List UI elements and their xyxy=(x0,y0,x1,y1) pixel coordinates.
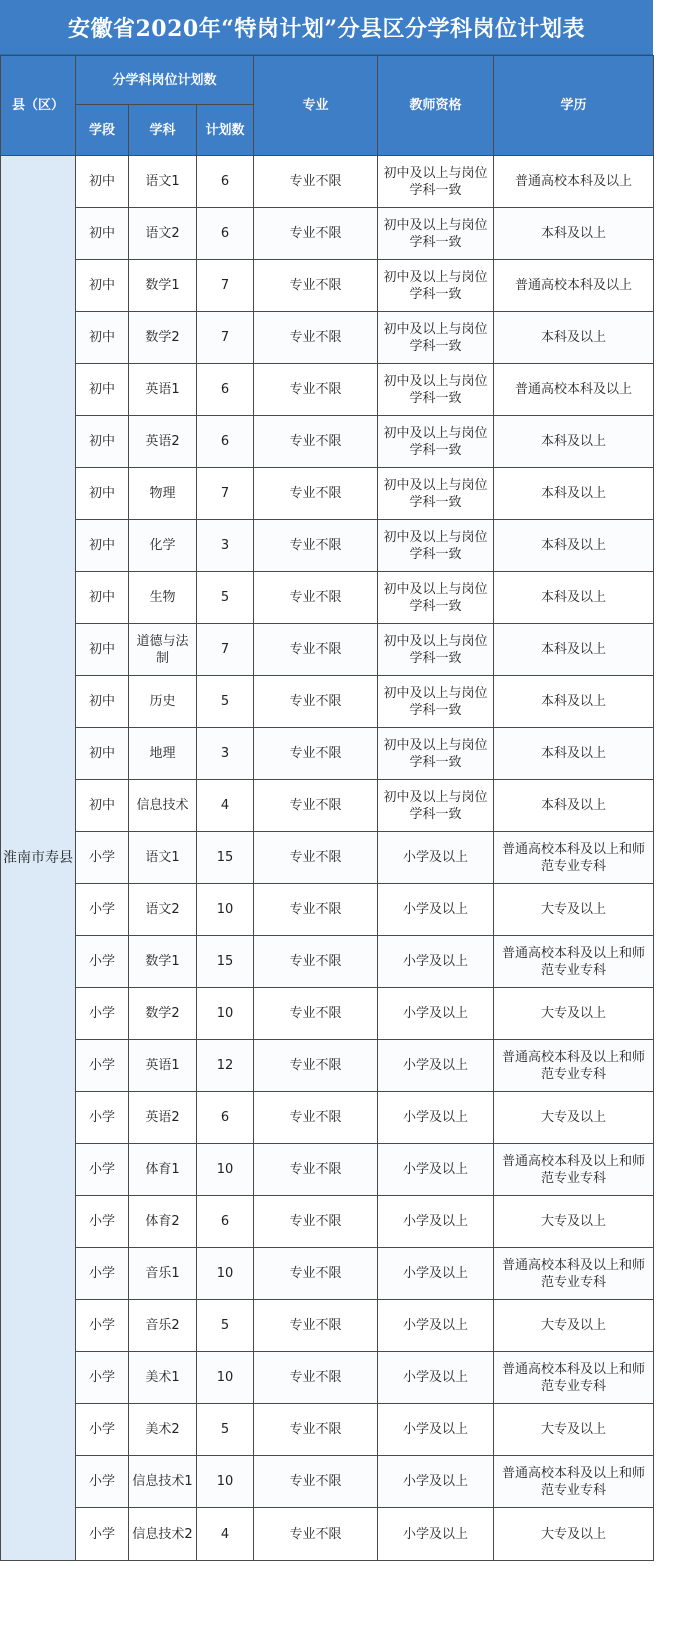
table-header xyxy=(1,56,654,156)
header-major: 专业 xyxy=(254,56,378,156)
table-row xyxy=(1,1508,654,1561)
count-cell: 5 xyxy=(197,1300,254,1352)
table-row xyxy=(1,156,654,208)
qualification-cell: 小学及以上 xyxy=(378,1352,494,1404)
subject-cell: 英语2 xyxy=(129,416,197,468)
count-cell: 12 xyxy=(197,1040,254,1092)
count-cell: 5 xyxy=(197,676,254,728)
table-row xyxy=(1,312,654,364)
education-cell: 本科及以上 xyxy=(494,208,654,260)
header-education: 学历 xyxy=(494,56,654,156)
table-body xyxy=(1,156,654,1561)
subject-cell: 美术1 xyxy=(129,1352,197,1404)
table-row xyxy=(1,520,654,572)
count-cell: 10 xyxy=(197,988,254,1040)
table-row xyxy=(1,260,654,312)
stage-cell: 小学 xyxy=(76,1092,129,1144)
qualification-cell: 初中及以上与岗位学科一致 xyxy=(378,468,494,520)
table-row xyxy=(1,832,654,884)
count-cell: 10 xyxy=(197,884,254,936)
table-row xyxy=(1,676,654,728)
stage-cell: 小学 xyxy=(76,1144,129,1196)
stage-cell: 小学 xyxy=(76,832,129,884)
major-cell: 专业不限 xyxy=(254,208,378,260)
education-cell: 普通高校本科及以上和师范专业专科 xyxy=(494,1352,654,1404)
count-cell: 7 xyxy=(197,468,254,520)
subject-cell: 音乐2 xyxy=(129,1300,197,1352)
education-cell: 大专及以上 xyxy=(494,884,654,936)
subject-cell: 化学 xyxy=(129,520,197,572)
education-cell: 大专及以上 xyxy=(494,1508,654,1561)
qualification-cell: 小学及以上 xyxy=(378,1144,494,1196)
stage-cell: 小学 xyxy=(76,1300,129,1352)
count-cell: 7 xyxy=(197,260,254,312)
county-cell: 淮南市寿县 xyxy=(1,156,76,1561)
stage-cell: 小学 xyxy=(76,1196,129,1248)
qualification-cell: 初中及以上与岗位学科一致 xyxy=(378,208,494,260)
education-cell: 本科及以上 xyxy=(494,416,654,468)
major-cell: 专业不限 xyxy=(254,1040,378,1092)
education-cell: 本科及以上 xyxy=(494,780,654,832)
subject-cell: 数学1 xyxy=(129,936,197,988)
subject-cell: 物理 xyxy=(129,468,197,520)
qualification-cell: 小学及以上 xyxy=(378,936,494,988)
table-row xyxy=(1,208,654,260)
stage-cell: 初中 xyxy=(76,208,129,260)
qualification-cell: 初中及以上与岗位学科一致 xyxy=(378,520,494,572)
education-cell: 本科及以上 xyxy=(494,676,654,728)
major-cell: 专业不限 xyxy=(254,312,378,364)
education-cell: 大专及以上 xyxy=(494,1300,654,1352)
plan-table xyxy=(0,55,654,1561)
count-cell: 6 xyxy=(197,156,254,208)
subject-cell: 数学2 xyxy=(129,312,197,364)
qualification-cell: 初中及以上与岗位学科一致 xyxy=(378,572,494,624)
subject-cell: 信息技术1 xyxy=(129,1456,197,1508)
count-cell: 5 xyxy=(197,572,254,624)
major-cell: 专业不限 xyxy=(254,624,378,676)
qualification-cell: 小学及以上 xyxy=(378,1040,494,1092)
education-cell: 普通高校本科及以上和师范专业专科 xyxy=(494,1040,654,1092)
qualification-cell: 初中及以上与岗位学科一致 xyxy=(378,364,494,416)
page-title: 安徽省2020年“特岗计划”分县区分学科岗位计划表 xyxy=(0,0,653,55)
education-cell: 大专及以上 xyxy=(494,988,654,1040)
qualification-cell: 小学及以上 xyxy=(378,832,494,884)
major-cell: 专业不限 xyxy=(254,1404,378,1456)
table-row xyxy=(1,936,654,988)
count-cell: 5 xyxy=(197,1404,254,1456)
major-cell: 专业不限 xyxy=(254,1248,378,1300)
table-row xyxy=(1,1196,654,1248)
stage-cell: 小学 xyxy=(76,884,129,936)
qualification-cell: 小学及以上 xyxy=(378,1456,494,1508)
count-cell: 15 xyxy=(197,832,254,884)
qualification-cell: 小学及以上 xyxy=(378,988,494,1040)
qualification-cell: 初中及以上与岗位学科一致 xyxy=(378,728,494,780)
table-row xyxy=(1,572,654,624)
stage-cell: 小学 xyxy=(76,936,129,988)
subject-cell: 地理 xyxy=(129,728,197,780)
table-row xyxy=(1,1404,654,1456)
table-row xyxy=(1,1144,654,1196)
major-cell: 专业不限 xyxy=(254,676,378,728)
education-cell: 普通高校本科及以上和师范专业专科 xyxy=(494,1456,654,1508)
subject-cell: 英语1 xyxy=(129,1040,197,1092)
header-county: 县（区） xyxy=(1,56,76,156)
major-cell: 专业不限 xyxy=(254,572,378,624)
count-cell: 4 xyxy=(197,780,254,832)
qualification-cell: 小学及以上 xyxy=(378,1196,494,1248)
major-cell: 专业不限 xyxy=(254,468,378,520)
qualification-cell: 小学及以上 xyxy=(378,1248,494,1300)
stage-cell: 初中 xyxy=(76,364,129,416)
table-row xyxy=(1,1248,654,1300)
count-cell: 15 xyxy=(197,936,254,988)
table-row xyxy=(1,1352,654,1404)
education-cell: 大专及以上 xyxy=(494,1404,654,1456)
education-cell: 普通高校本科及以上和师范专业专科 xyxy=(494,1248,654,1300)
education-cell: 本科及以上 xyxy=(494,520,654,572)
qualification-cell: 小学及以上 xyxy=(378,1300,494,1352)
qualification-cell: 初中及以上与岗位学科一致 xyxy=(378,780,494,832)
table-row xyxy=(1,364,654,416)
education-cell: 大专及以上 xyxy=(494,1196,654,1248)
qualification-cell: 初中及以上与岗位学科一致 xyxy=(378,416,494,468)
count-cell: 6 xyxy=(197,1092,254,1144)
count-cell: 10 xyxy=(197,1352,254,1404)
subject-cell: 生物 xyxy=(129,572,197,624)
subject-cell: 英语1 xyxy=(129,364,197,416)
subject-cell: 语文2 xyxy=(129,884,197,936)
count-cell: 6 xyxy=(197,416,254,468)
qualification-cell: 初中及以上与岗位学科一致 xyxy=(378,312,494,364)
stage-cell: 小学 xyxy=(76,1248,129,1300)
subject-cell: 语文1 xyxy=(129,832,197,884)
major-cell: 专业不限 xyxy=(254,988,378,1040)
count-cell: 3 xyxy=(197,728,254,780)
education-cell: 普通高校本科及以上和师范专业专科 xyxy=(494,936,654,988)
count-cell: 3 xyxy=(197,520,254,572)
stage-cell: 初中 xyxy=(76,728,129,780)
major-cell: 专业不限 xyxy=(254,884,378,936)
major-cell: 专业不限 xyxy=(254,780,378,832)
table-row xyxy=(1,624,654,676)
header-qualification: 教师资格 xyxy=(378,56,494,156)
education-cell: 普通高校本科及以上 xyxy=(494,260,654,312)
major-cell: 专业不限 xyxy=(254,1456,378,1508)
education-cell: 本科及以上 xyxy=(494,312,654,364)
subject-cell: 体育2 xyxy=(129,1196,197,1248)
count-cell: 6 xyxy=(197,364,254,416)
table-row xyxy=(1,728,654,780)
major-cell: 专业不限 xyxy=(254,832,378,884)
qualification-cell: 初中及以上与岗位学科一致 xyxy=(378,156,494,208)
education-cell: 大专及以上 xyxy=(494,1092,654,1144)
stage-cell: 小学 xyxy=(76,1456,129,1508)
count-cell: 10 xyxy=(197,1248,254,1300)
subject-cell: 道德与法制 xyxy=(129,624,197,676)
table-row xyxy=(1,416,654,468)
table-row xyxy=(1,1092,654,1144)
subject-cell: 音乐1 xyxy=(129,1248,197,1300)
education-cell: 本科及以上 xyxy=(494,468,654,520)
stage-cell: 初中 xyxy=(76,312,129,364)
header-stage: 学段 xyxy=(76,105,129,156)
education-cell: 本科及以上 xyxy=(494,572,654,624)
table-row xyxy=(1,1040,654,1092)
stage-cell: 初中 xyxy=(76,780,129,832)
qualification-cell: 小学及以上 xyxy=(378,1404,494,1456)
stage-cell: 小学 xyxy=(76,1404,129,1456)
stage-cell: 初中 xyxy=(76,624,129,676)
subject-cell: 信息技术 xyxy=(129,780,197,832)
stage-cell: 小学 xyxy=(76,1352,129,1404)
table-row xyxy=(1,884,654,936)
subject-cell: 数学1 xyxy=(129,260,197,312)
table-row xyxy=(1,468,654,520)
education-cell: 普通高校本科及以上 xyxy=(494,364,654,416)
subject-cell: 语文2 xyxy=(129,208,197,260)
major-cell: 专业不限 xyxy=(254,1092,378,1144)
count-cell: 10 xyxy=(197,1144,254,1196)
subject-cell: 语文1 xyxy=(129,156,197,208)
subject-cell: 美术2 xyxy=(129,1404,197,1456)
stage-cell: 初中 xyxy=(76,468,129,520)
major-cell: 专业不限 xyxy=(254,364,378,416)
education-cell: 本科及以上 xyxy=(494,624,654,676)
major-cell: 专业不限 xyxy=(254,156,378,208)
stage-cell: 初中 xyxy=(76,260,129,312)
table-row xyxy=(1,1456,654,1508)
count-cell: 7 xyxy=(197,312,254,364)
stage-cell: 初中 xyxy=(76,572,129,624)
major-cell: 专业不限 xyxy=(254,260,378,312)
major-cell: 专业不限 xyxy=(254,1508,378,1561)
count-cell: 7 xyxy=(197,624,254,676)
qualification-cell: 初中及以上与岗位学科一致 xyxy=(378,676,494,728)
education-cell: 本科及以上 xyxy=(494,728,654,780)
major-cell: 专业不限 xyxy=(254,728,378,780)
stage-cell: 小学 xyxy=(76,988,129,1040)
qualification-cell: 初中及以上与岗位学科一致 xyxy=(378,260,494,312)
count-cell: 10 xyxy=(197,1456,254,1508)
major-cell: 专业不限 xyxy=(254,416,378,468)
subject-cell: 历史 xyxy=(129,676,197,728)
qualification-cell: 小学及以上 xyxy=(378,1508,494,1561)
stage-cell: 小学 xyxy=(76,1040,129,1092)
subject-cell: 数学2 xyxy=(129,988,197,1040)
count-cell: 4 xyxy=(197,1508,254,1561)
count-cell: 6 xyxy=(197,1196,254,1248)
table-row xyxy=(1,1300,654,1352)
count-cell: 6 xyxy=(197,208,254,260)
stage-cell: 初中 xyxy=(76,676,129,728)
subject-cell: 英语2 xyxy=(129,1092,197,1144)
education-cell: 普通高校本科及以上 xyxy=(494,156,654,208)
header-subject: 学科 xyxy=(129,105,197,156)
education-cell: 普通高校本科及以上和师范专业专科 xyxy=(494,832,654,884)
major-cell: 专业不限 xyxy=(254,520,378,572)
major-cell: 专业不限 xyxy=(254,1352,378,1404)
table-row xyxy=(1,780,654,832)
subject-cell: 信息技术2 xyxy=(129,1508,197,1561)
major-cell: 专业不限 xyxy=(254,1144,378,1196)
qualification-cell: 初中及以上与岗位学科一致 xyxy=(378,624,494,676)
table-row xyxy=(1,988,654,1040)
subject-cell: 体育1 xyxy=(129,1144,197,1196)
stage-cell: 初中 xyxy=(76,520,129,572)
major-cell: 专业不限 xyxy=(254,936,378,988)
header-count: 计划数 xyxy=(197,105,254,156)
major-cell: 专业不限 xyxy=(254,1196,378,1248)
qualification-cell: 小学及以上 xyxy=(378,884,494,936)
header-group-plan: 分学科岗位计划数 xyxy=(76,56,254,105)
qualification-cell: 小学及以上 xyxy=(378,1092,494,1144)
stage-cell: 初中 xyxy=(76,156,129,208)
education-cell: 普通高校本科及以上和师范专业专科 xyxy=(494,1144,654,1196)
major-cell: 专业不限 xyxy=(254,1300,378,1352)
stage-cell: 小学 xyxy=(76,1508,129,1561)
stage-cell: 初中 xyxy=(76,416,129,468)
